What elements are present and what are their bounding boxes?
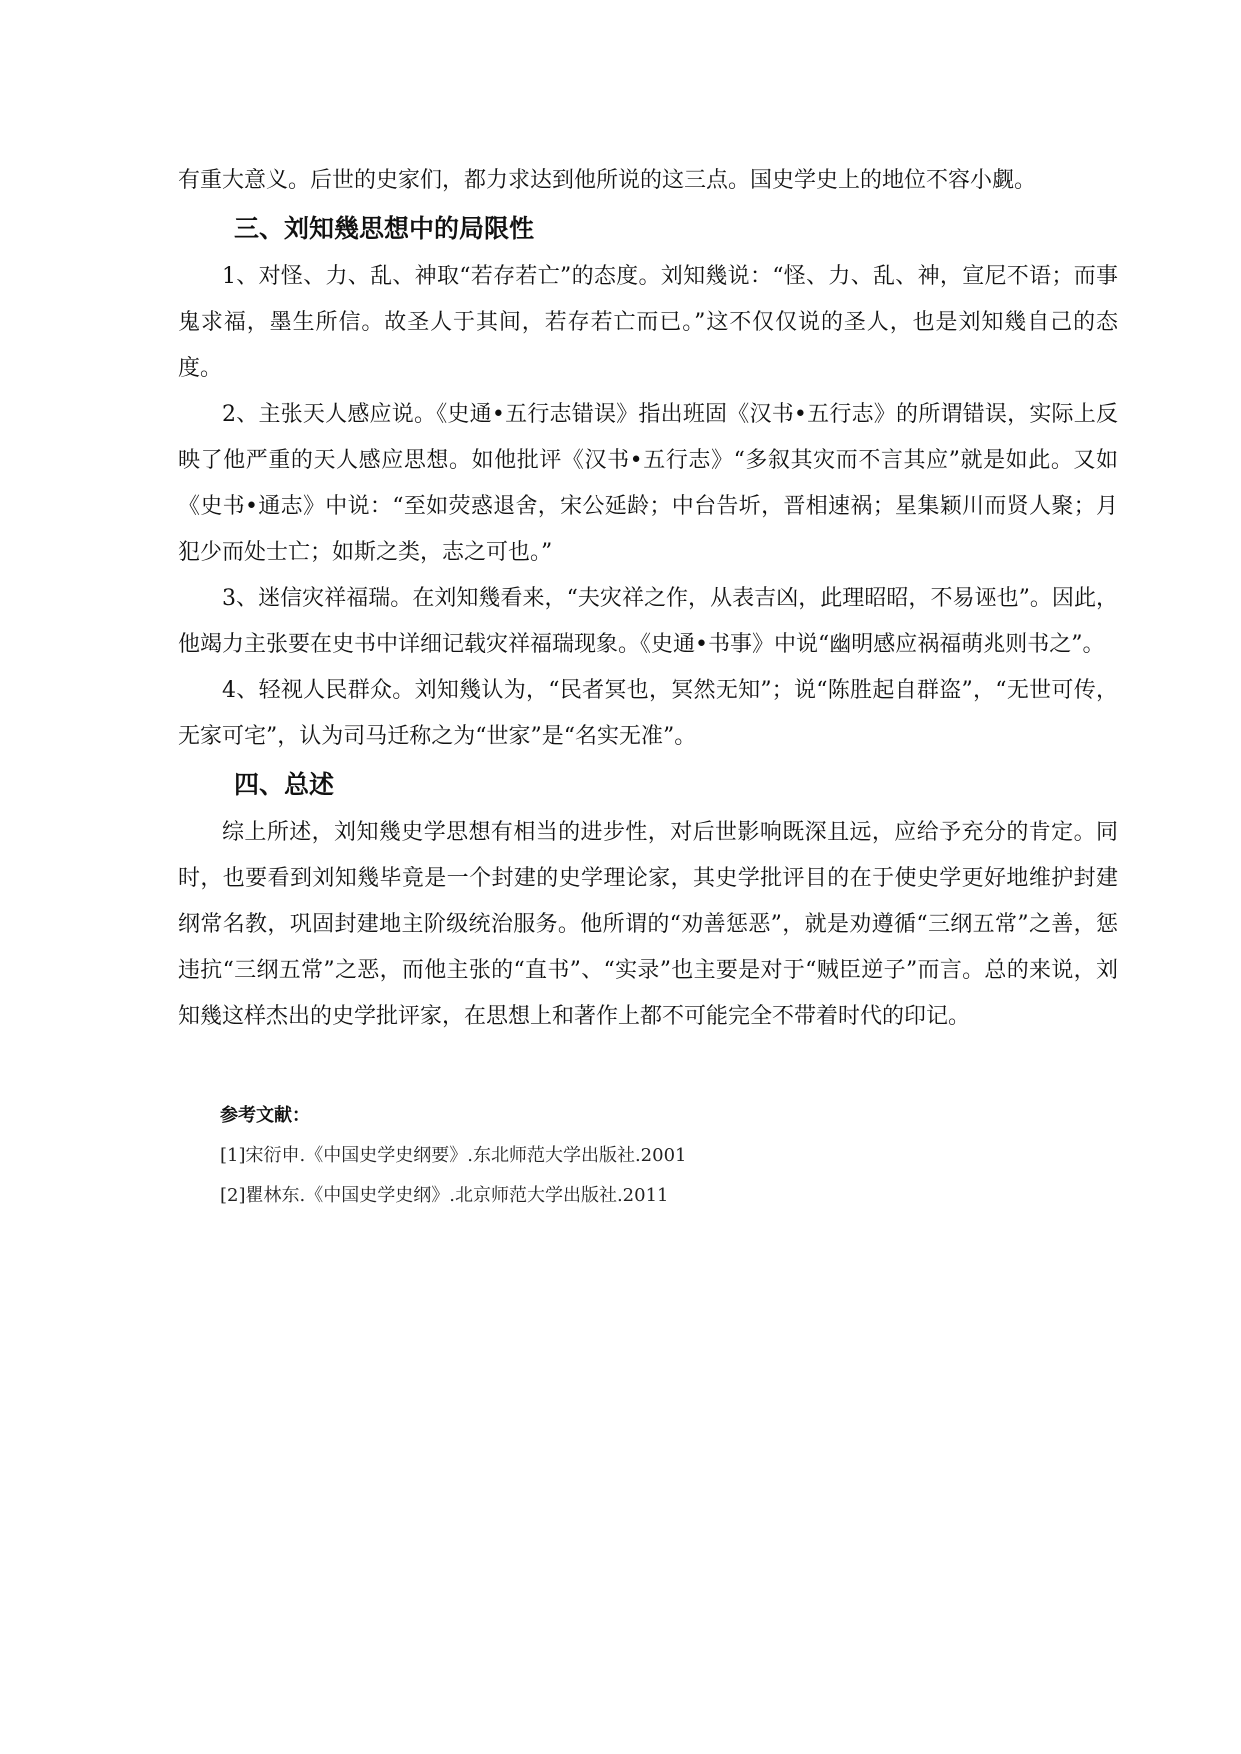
section-3-heading: 三、刘知幾思想中的局限性	[234, 214, 535, 243]
reference-item-1: [1]宋衍申.《中国史学史纲要》.东北师范大学出版社.2001	[220, 1145, 687, 1166]
reference-item-2: [2]瞿林东.《中国史学史纲》.北京师范大学出版社.2011	[220, 1185, 669, 1206]
references-title: 参考文献：	[220, 1105, 310, 1126]
section-3-paragraph-2: 2、主张天人感应说。《史通•五行志错误》指出班固《汉书•五行志》的所谓错误，实际上反映了他严重的天人感应思想。如他批评《汉书•五行志》“多叙其灾而不言其应”就是如此。又如《史书•通志》中说：“至如荧惑退舍，宋公延龄；中台告圻，晋相速祸；星集颖川而贤人聚；月犯少而处士亡；如斯之类，志之可也。”	[178, 402, 1118, 565]
section-3-paragraph-1: 1、对怪、力、乱、神取“若存若亡”的态度。刘知幾说：“怪、力、乱、神，宣尼不语；而事鬼求福，墨生所信。故圣人于其间，若存若亡而已。”这不仅仅说的圣人，也是刘知幾自己的态度。	[178, 264, 1118, 381]
document-page	[178, 158, 1118, 1216]
intro-tail-paragraph: 有重大意义。后世的史家们，都力求达到他所说的这三点。国史学史上的地位不容小觑。	[178, 168, 1037, 193]
section-3-paragraph-3: 3、迷信灾祥福瑞。在刘知幾看来，“夫灾祥之作，从表吉凶，此理昭昭，不易诬也”。因此，他竭力主张要在史书中详细记载灾祥福瑞现象。《史通•书事》中说“幽明感应祸福萌兆则书之”。	[178, 586, 1118, 657]
references-section	[178, 1096, 1118, 1216]
section-4-heading: 四、总述	[234, 770, 335, 799]
section-3-paragraph-4: 4、轻视人民群众。刘知幾认为，“民者冥也，冥然无知”；说“陈胜起自群盗”，“无世可传，无家可宅”，认为司马迁称之为“世家”是“名实无准”。	[178, 678, 1118, 749]
section-4-paragraph: 综上所述，刘知幾史学思想有相当的进步性，对后世影响既深且远，应给予充分的肯定。同时，也要看到刘知幾毕竟是一个封建的史学理论家，其史学批评目的在于使史学更好地维护封建纲常名教，巩固封建地主阶级统治服务。他所谓的“劝善惩恶”，就是劝遵循“三纲五常”之善，惩违抗“三纲五常”之恶，而他主张的“直书”、“实录”也主要是对于“贼臣逆子”而言。总的来说，刘知幾这样杰出的史学批评家，在思想上和著作上都不可能完全不带着时代的印记。	[178, 820, 1118, 1029]
